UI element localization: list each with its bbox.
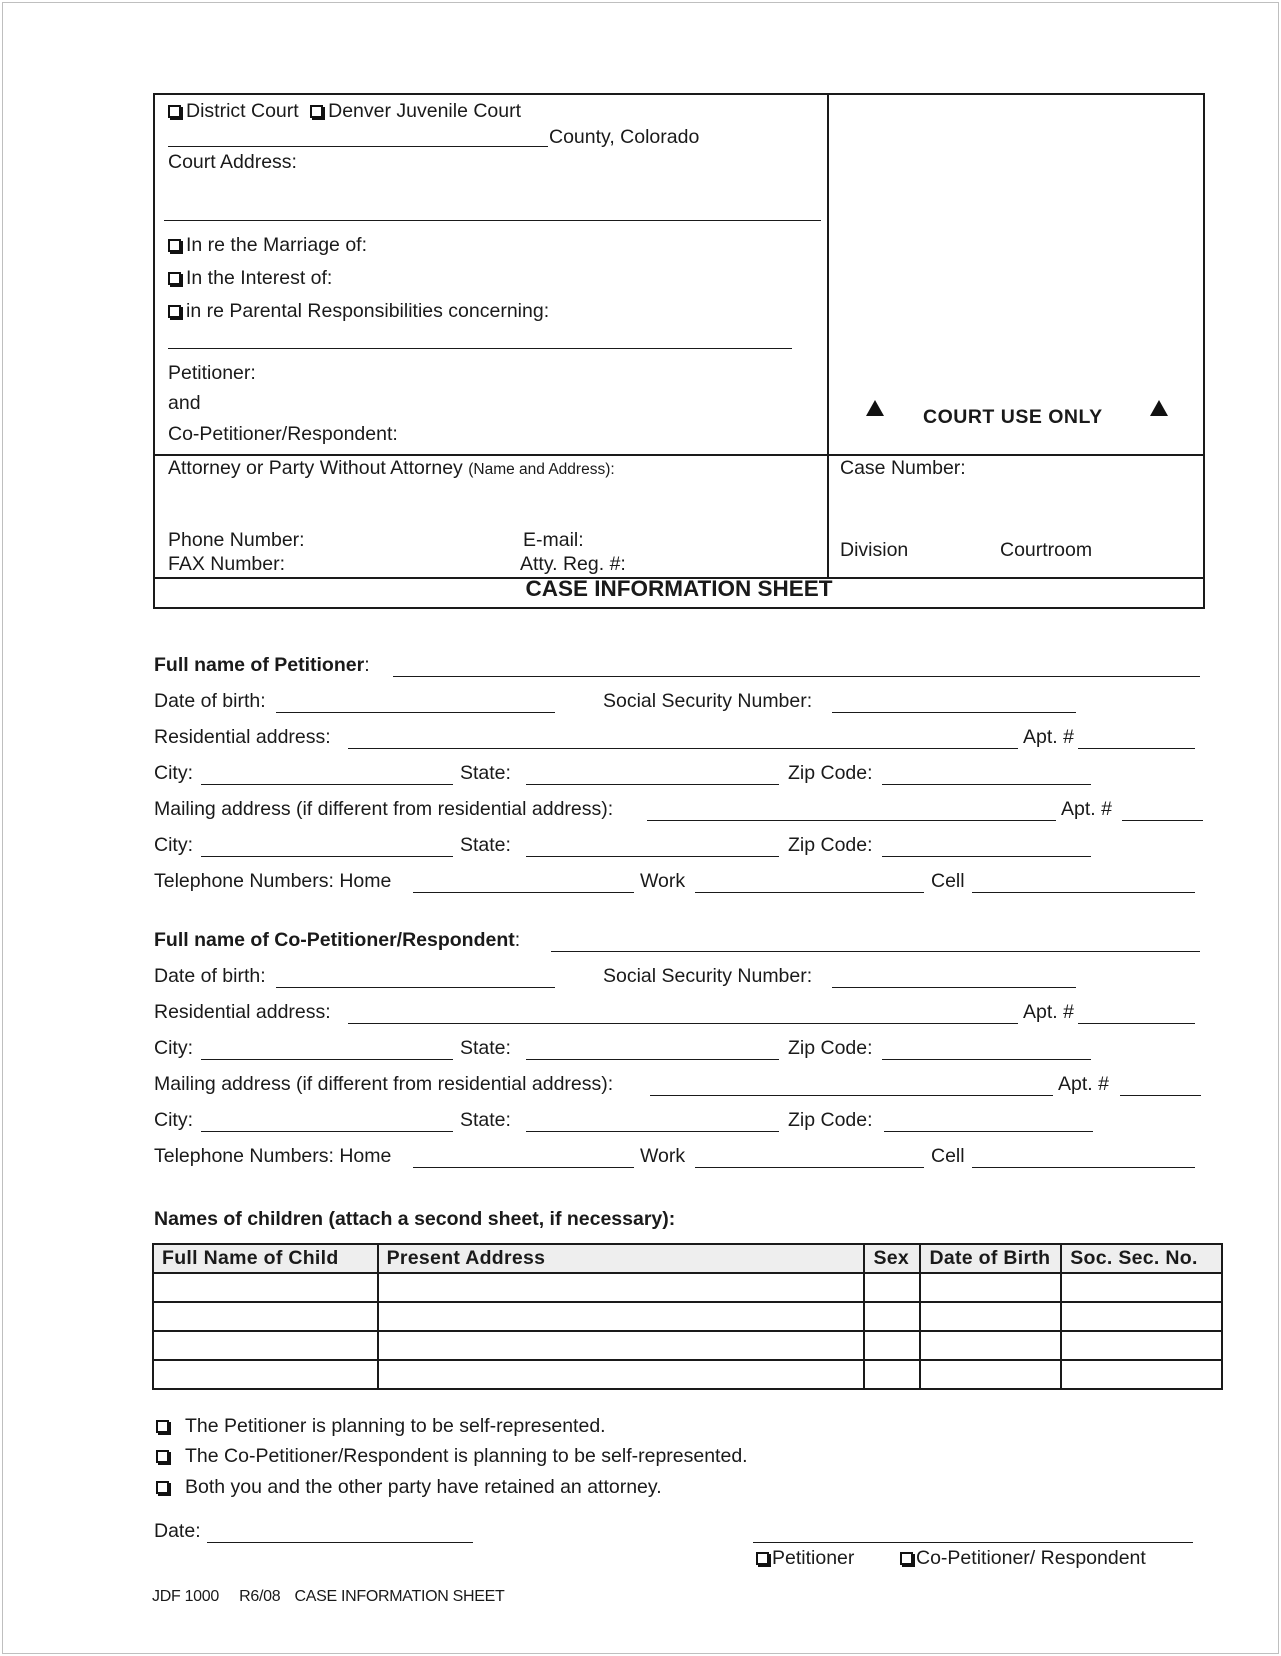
representation-opt2 xyxy=(156,1445,748,1468)
copetitioner-apt-field[interactable] xyxy=(1078,1023,1195,1024)
copetitioner-res-address-label: Residential address: xyxy=(154,1001,331,1023)
petitioner-res-address-label: Residential address: xyxy=(154,726,331,748)
petitioner-state-label: State: xyxy=(460,762,511,784)
petitioner-mailing-state-field[interactable] xyxy=(526,856,779,857)
copetitioner-work-phone-field[interactable] xyxy=(695,1167,924,1168)
copetitioner-city-field[interactable] xyxy=(201,1059,453,1060)
interest-label: In the Interest of: xyxy=(186,267,333,289)
petitioner-cell-phone-field[interactable] xyxy=(972,892,1195,893)
option-parental xyxy=(168,300,549,323)
petitioner-apt-field[interactable] xyxy=(1078,748,1195,749)
copetitioner-caption-label: Co-Petitioner/Respondent: xyxy=(168,423,398,445)
table-cell[interactable] xyxy=(378,1302,865,1331)
col-date-of-birth: Date of Birth xyxy=(920,1244,1061,1273)
self-rep-petitioner-label: The Petitioner is planning to be self-represented. xyxy=(185,1415,606,1437)
table-cell[interactable] xyxy=(864,1302,920,1331)
petitioner-mailing-city-label: City: xyxy=(154,834,193,856)
table-cell[interactable] xyxy=(1061,1273,1222,1302)
copetitioner-zip-label: Zip Code: xyxy=(788,1037,873,1059)
case-number-label: Case Number: xyxy=(840,457,966,479)
signer-copetitioner xyxy=(900,1547,1146,1570)
petitioner-city-label: City: xyxy=(154,762,193,784)
petitioner-mailing-zip-field[interactable] xyxy=(882,856,1091,857)
marriage-checkbox[interactable] xyxy=(168,239,181,252)
both-attorney-label: Both you and the other party have retained an attorney. xyxy=(185,1476,662,1498)
copetitioner-mailing-city-label: City: xyxy=(154,1109,193,1131)
petitioner-tel-label: Telephone Numbers: Home xyxy=(154,870,392,892)
copetitioner-home-phone-field[interactable] xyxy=(413,1167,634,1168)
table-cell[interactable] xyxy=(153,1302,378,1331)
signer-copetitioner-label: Co-Petitioner/ Respondent xyxy=(916,1547,1146,1569)
copetitioner-state-field[interactable] xyxy=(526,1059,779,1060)
copetitioner-name-row: Full name of Co-Petitioner/Respondent: xyxy=(154,929,521,951)
table-cell[interactable] xyxy=(864,1273,920,1302)
self-rep-copetitioner-label: The Co-Petitioner/Respondent is planning to be self-represented. xyxy=(185,1445,748,1467)
petitioner-zip-label: Zip Code: xyxy=(788,762,873,784)
arrow-up-icon xyxy=(866,400,884,421)
children-table-header xyxy=(153,1244,1222,1273)
court-type-row xyxy=(168,100,521,123)
division-label: Division xyxy=(840,539,909,561)
courtroom-label: Courtroom xyxy=(1000,539,1093,561)
district-court-label: District Court xyxy=(186,100,299,122)
petitioner-res-address-field[interactable] xyxy=(348,748,1018,749)
copetitioner-dob-field[interactable] xyxy=(276,987,555,988)
footer-form-title: CASE INFORMATION SHEET xyxy=(294,1588,505,1605)
petitioner-state-field[interactable] xyxy=(526,784,779,785)
copetitioner-mailing-zip-label: Zip Code: xyxy=(788,1109,873,1131)
copetitioner-mailing-apt-field[interactable] xyxy=(1120,1095,1201,1096)
table-row xyxy=(153,1360,1222,1389)
table-cell[interactable] xyxy=(920,1360,1061,1389)
copetitioner-city-label: City: xyxy=(154,1037,193,1059)
signer-petitioner-checkbox[interactable] xyxy=(756,1552,769,1565)
signer-copetitioner-checkbox[interactable] xyxy=(900,1552,913,1565)
footer-form-id: JDF 1000 xyxy=(152,1588,219,1605)
col-sex: Sex xyxy=(864,1244,920,1273)
copetitioner-mailing-state-field[interactable] xyxy=(526,1131,779,1132)
petitioner-dob-field[interactable] xyxy=(276,712,555,713)
parental-label: in re Parental Responsibilities concerning: xyxy=(186,300,550,322)
atty-reg-label: Atty. Reg. #: xyxy=(520,553,626,575)
copetitioner-res-address-field[interactable] xyxy=(348,1023,1018,1024)
petitioner-mailing-label: Mailing address (if different from residential address): xyxy=(154,798,614,820)
table-cell[interactable] xyxy=(920,1273,1061,1302)
copetitioner-cell-label: Cell xyxy=(931,1145,965,1167)
copetitioner-tel-label: Telephone Numbers: Home xyxy=(154,1145,392,1167)
petitioner-zip-field[interactable] xyxy=(882,784,1091,785)
attorney-label: Attorney or Party Without Attorney xyxy=(168,457,463,479)
copetitioner-mailing-zip-field[interactable] xyxy=(884,1131,1093,1132)
marriage-label: In re the Marriage of: xyxy=(186,234,368,256)
county-blank[interactable] xyxy=(168,146,548,147)
children-heading: Names of children (attach a second sheet, if necessary): xyxy=(154,1208,676,1230)
table-cell[interactable] xyxy=(920,1331,1061,1360)
date-field[interactable] xyxy=(207,1542,473,1543)
footer-revision: R6/08 xyxy=(239,1588,281,1605)
col-soc-sec-no: Soc. Sec. No. xyxy=(1061,1244,1222,1273)
petitioner-mailing-zip-label: Zip Code: xyxy=(788,834,873,856)
county-label: County, Colorado xyxy=(549,126,700,148)
self-rep-petitioner-checkbox[interactable] xyxy=(156,1420,169,1433)
date-label: Date: xyxy=(154,1520,201,1542)
table-cell[interactable] xyxy=(920,1302,1061,1331)
petitioner-mailing-field[interactable] xyxy=(647,820,1056,821)
copetitioner-mailing-state-label: State: xyxy=(460,1109,511,1131)
attorney-sub-label: (Name and Address): xyxy=(468,461,615,478)
copetitioner-apt-label: Apt. # xyxy=(1023,1001,1074,1023)
and-label: and xyxy=(168,392,201,414)
petitioner-mailing-city-field[interactable] xyxy=(201,856,453,857)
copetitioner-zip-field[interactable] xyxy=(882,1059,1091,1060)
parental-checkbox[interactable] xyxy=(168,305,181,318)
table-cell[interactable] xyxy=(1061,1360,1222,1389)
petitioner-ssn-field[interactable] xyxy=(832,712,1076,713)
col-full-name: Full Name of Child xyxy=(153,1244,378,1273)
children-table xyxy=(152,1243,1223,1390)
district-court-checkbox[interactable] xyxy=(168,105,181,118)
petitioner-cell-label: Cell xyxy=(931,870,965,892)
petitioner-mailing-apt-field[interactable] xyxy=(1122,820,1203,821)
petitioner-mailing-apt-label: Apt. # xyxy=(1061,798,1112,820)
copetitioner-name-label: Full name of Co-Petitioner/Respondent xyxy=(154,929,515,951)
phone-label: Phone Number: xyxy=(168,529,305,551)
table-row xyxy=(153,1331,1222,1360)
representation-opt3 xyxy=(156,1476,662,1499)
email-label: E-mail: xyxy=(523,529,584,551)
copetitioner-mailing-field[interactable] xyxy=(650,1095,1053,1096)
signature-line[interactable] xyxy=(753,1542,1193,1543)
attorney-row xyxy=(168,457,615,480)
petitioner-work-label: Work xyxy=(640,870,686,892)
petitioner-name-label: Full name of Petitioner xyxy=(154,654,365,676)
copetitioner-cell-phone-field[interactable] xyxy=(972,1167,1195,1168)
copetitioner-work-label: Work xyxy=(640,1145,686,1167)
caption-divider xyxy=(827,93,829,579)
petitioner-caption-label: Petitioner: xyxy=(168,362,256,384)
table-row xyxy=(153,1273,1222,1302)
sheet-title: CASE INFORMATION SHEET xyxy=(525,576,833,601)
petitioner-name-field[interactable] xyxy=(393,676,1200,677)
table-cell[interactable] xyxy=(378,1273,865,1302)
signer-petitioner-label: Petitioner xyxy=(772,1547,855,1569)
copetitioner-name-field[interactable] xyxy=(551,951,1200,952)
col-present-address: Present Address xyxy=(378,1244,865,1273)
copetitioner-dob-label: Date of birth: xyxy=(154,965,266,987)
footer xyxy=(152,1588,505,1606)
self-rep-copetitioner-checkbox[interactable] xyxy=(156,1450,169,1463)
copetitioner-ssn-label: Social Security Number: xyxy=(603,965,813,987)
petitioner-city-field[interactable] xyxy=(201,784,453,785)
table-cell[interactable] xyxy=(864,1360,920,1389)
court-address-line[interactable] xyxy=(164,220,821,221)
option-marriage xyxy=(168,234,367,257)
copetitioner-state-label: State: xyxy=(460,1037,511,1059)
copetitioner-mailing-label: Mailing address (if different from residential address): xyxy=(154,1073,614,1095)
signer-petitioner xyxy=(756,1547,854,1570)
table-cell[interactable] xyxy=(864,1331,920,1360)
table-cell[interactable] xyxy=(153,1360,378,1389)
petitioner-name-row: Full name of Petitioner: xyxy=(154,654,370,676)
petitioner-apt-label: Apt. # xyxy=(1023,726,1074,748)
table-cell[interactable] xyxy=(153,1331,378,1360)
option-interest xyxy=(168,267,332,290)
interest-checkbox[interactable] xyxy=(168,272,181,285)
table-cell[interactable] xyxy=(153,1273,378,1302)
petitioner-home-phone-field[interactable] xyxy=(413,892,634,893)
copetitioner-mailing-apt-label: Apt. # xyxy=(1058,1073,1109,1095)
petitioner-mailing-state-label: State: xyxy=(460,834,511,856)
caption-box xyxy=(153,93,1205,609)
fax-label: FAX Number: xyxy=(168,553,286,575)
denver-juvenile-checkbox[interactable] xyxy=(310,105,323,118)
court-use-only-label: COURT USE ONLY xyxy=(923,406,1103,428)
both-attorney-checkbox[interactable] xyxy=(156,1481,169,1494)
copetitioner-ssn-field[interactable] xyxy=(832,987,1076,988)
arrow-up-icon xyxy=(1150,400,1168,421)
petitioner-work-phone-field[interactable] xyxy=(695,892,924,893)
petitioner-dob-label: Date of birth: xyxy=(154,690,266,712)
table-cell[interactable] xyxy=(378,1360,865,1389)
parties-blank[interactable] xyxy=(168,348,792,349)
representation-opt1 xyxy=(156,1415,606,1438)
petitioner-ssn-label: Social Security Number: xyxy=(603,690,813,712)
table-cell[interactable] xyxy=(1061,1331,1222,1360)
table-row xyxy=(153,1302,1222,1331)
denver-juvenile-label: Denver Juvenile Court xyxy=(328,100,522,122)
caption-row-divider xyxy=(153,454,1205,456)
court-address-label: Court Address: xyxy=(168,151,297,173)
table-cell[interactable] xyxy=(378,1331,865,1360)
copetitioner-mailing-city-field[interactable] xyxy=(201,1131,453,1132)
table-cell[interactable] xyxy=(1061,1302,1222,1331)
